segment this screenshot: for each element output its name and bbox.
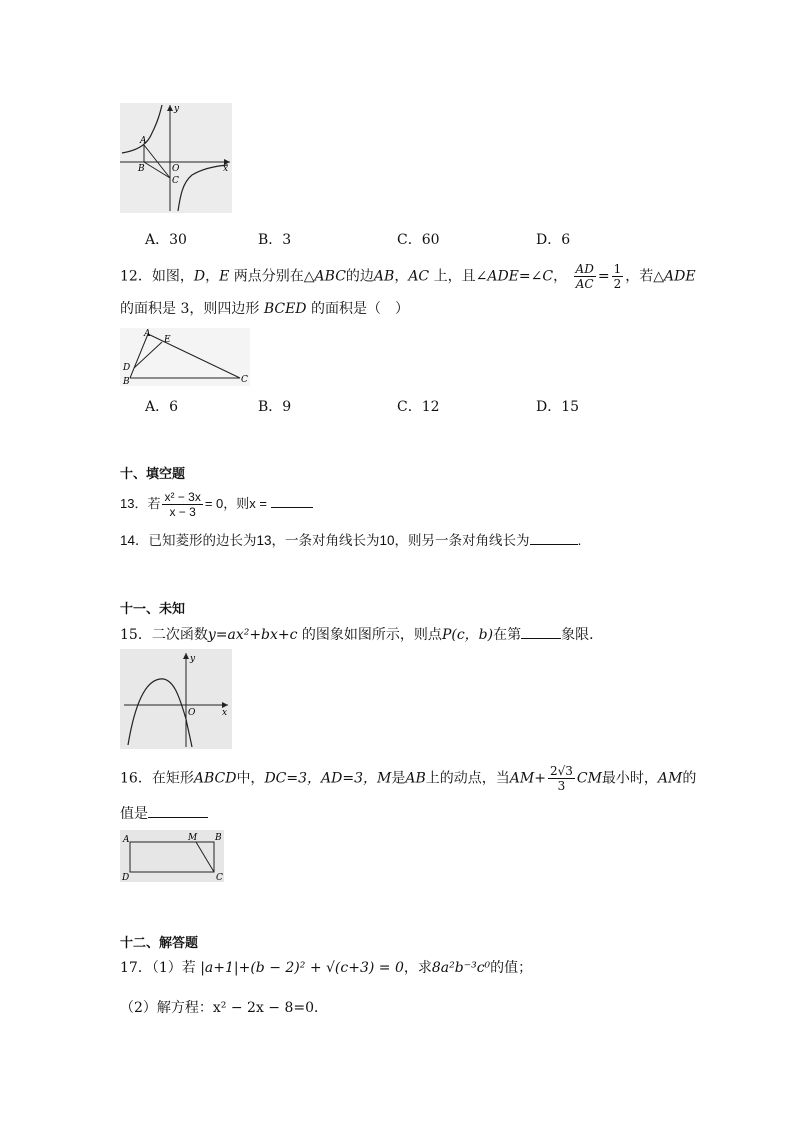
q16-answer-blank[interactable] [148, 803, 208, 818]
q11-label-x: x [223, 164, 229, 174]
q11-label-y: y [174, 104, 180, 114]
q11-label-a: A [140, 136, 147, 146]
q12-label-a: A [144, 329, 151, 339]
q11-label-b: B [138, 164, 145, 174]
q12-fraction-half: $\frac{1}{2}$ [613, 262, 622, 291]
q16-fraction: $\frac{2√3}{3}$ [549, 764, 573, 793]
q16-label-c: C [216, 873, 223, 882]
q15-parabola-figure [120, 649, 232, 749]
q12-triangle-figure [120, 328, 250, 386]
q13-question: 13．若 $\frac{\text{x² − 3x}}{x - 3}$ = 0，则x = [120, 490, 313, 519]
q17-part2: （2）解方程：x² − 2x − 8=0． [120, 1000, 329, 1016]
q12-option-b: B．9 [258, 399, 292, 415]
q12-fraction-ad-ac: $\frac{AD}{AC}$ [575, 262, 594, 291]
q13-answer-blank[interactable] [271, 493, 313, 508]
q16-question-line1: 16．在矩形ABCD中，DC=3，AD=3，M是AB上的动点，当AM+ $\frac{2√3}{3}$ CM最小时，AM的 [120, 764, 697, 793]
q14-question: 14．已知菱形的边长为13，一条对角线长为10，则另一条对角线长为 . [120, 530, 581, 551]
q16-question-line2: 值是 [120, 803, 208, 824]
q12-question-line1: 12．如图，D，E 两点分别在△ABC的边AB，AC 上，且∠ADE=∠C， $\frac{AD}{AC}$ = $\frac{1}{2}$ ，若△ADE [120, 262, 696, 291]
q11-graph-figure [120, 103, 232, 213]
q11-option-a: A．30 [145, 232, 187, 248]
q14-answer-blank[interactable] [530, 530, 578, 545]
q11-option-c: C．60 [397, 232, 440, 248]
q16-label-m: M [188, 833, 198, 843]
q12-question-line2: 的面积是 3，则四边形 BCED 的面积是（ ） [120, 301, 409, 317]
q15-answer-blank[interactable] [521, 624, 561, 639]
q16-label-b: B [215, 833, 222, 843]
q11-option-d: D．6 [536, 232, 571, 248]
q16-rectangle-figure [120, 830, 224, 882]
q12-label-e: E [164, 335, 171, 345]
q11-option-b: B．3 [258, 232, 292, 248]
q16-label-d: D [122, 873, 130, 882]
q12-option-a: A．6 [145, 399, 179, 415]
q15-label-o: O [188, 708, 196, 718]
q13-fraction: $\frac{\text{x² − 3x}}{x - 3}$ [164, 490, 201, 519]
q12-label-d: D [123, 363, 131, 373]
q17-part1: 17．（1）若 |a+1|+(b − 2)² + √(c+3) = 0，求8a²b⁻³c⁰的值； [120, 960, 533, 976]
q12-option-c: C．12 [397, 399, 440, 415]
q11-label-c: C [172, 176, 179, 186]
q15-question: 15．二次函数y=ax²+bx+c 的图象如图所示，则点P(c，b)在第 象限． [120, 624, 603, 645]
q11-label-o: O [172, 164, 180, 174]
section-fill-in-heading: 十、填空题 [120, 467, 186, 482]
section-unknown-heading: 十一、未知 [120, 602, 186, 617]
q12-label-b: B [123, 377, 130, 386]
q15-label-x: x [222, 708, 228, 718]
q15-label-y: y [190, 654, 196, 664]
q12-option-d: D．15 [536, 399, 580, 415]
q16-label-a: A [123, 835, 130, 845]
q12-label-c: C [241, 375, 248, 385]
section-solutions-heading: 十二、解答题 [120, 936, 199, 951]
